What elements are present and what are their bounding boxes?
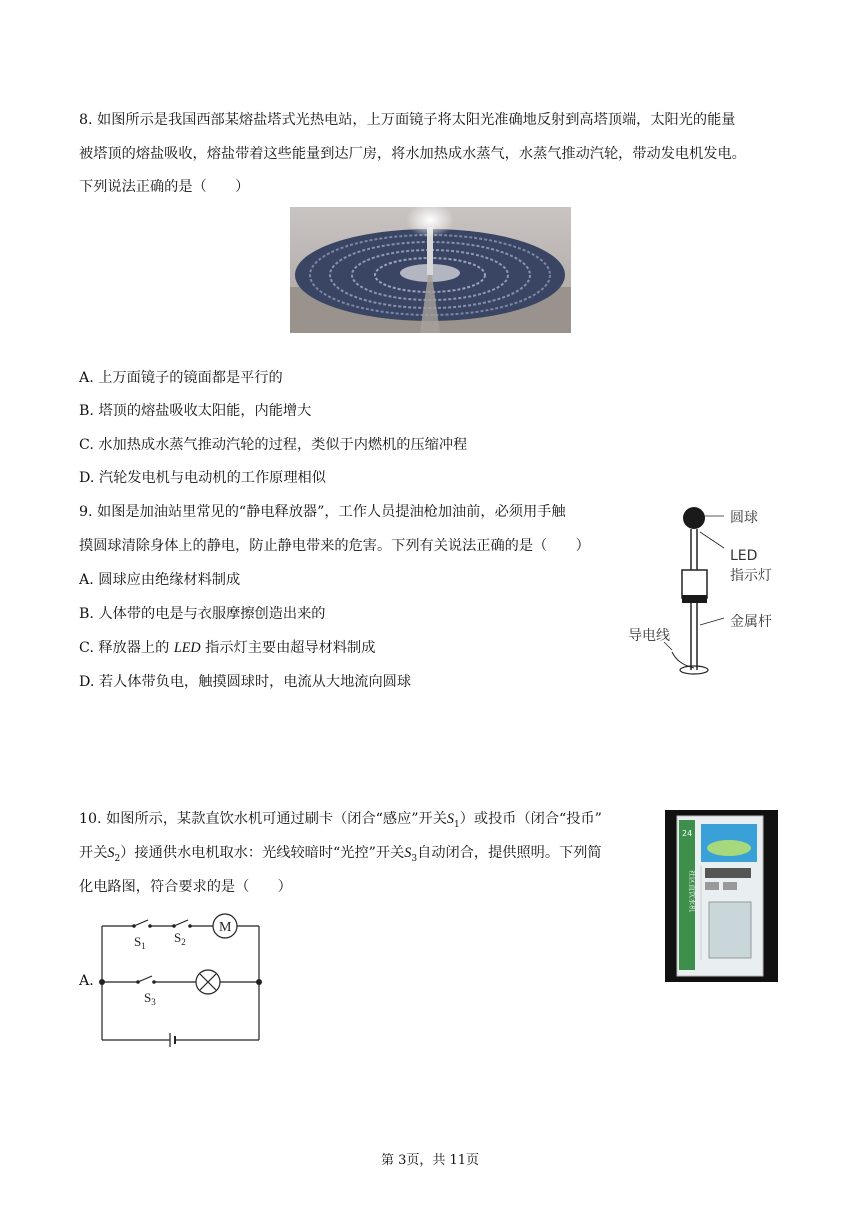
q8-line2: 被塔顶的熔盐吸收，熔盐带着这些能量到达厂房，将水加热成水蒸气，水蒸气推动汽轮，带动发电机发电。: [79, 146, 746, 162]
label-ball: 圆球: [730, 510, 758, 526]
label-led: LED: [730, 548, 758, 564]
circuit-diagram-a: [98, 910, 268, 1055]
switch-s3-label: $S_3$: [144, 990, 156, 1007]
q10-s3-sub: 3: [411, 853, 418, 864]
q10-line2-c: 自动闭合，提供照明。下列简: [417, 845, 602, 861]
q8-option-a: A. 上万面镜子的镜面都是平行的: [79, 370, 283, 386]
q8-line1: 8. 如图所示是我国西部某熔盐塔式光热电站，上万面镜子将太阳光准确地反射到高塔顶端，太阳光的能量: [79, 112, 736, 128]
q10-line1: [79, 809, 602, 835]
q9-option-a: A. 圆球应由绝缘材料制成: [79, 572, 241, 588]
q9-line1: 9. 如图是加油站里常见的“静电释放器”，工作人员提油枪加油前，必须用手触: [79, 504, 566, 520]
machine-side-text: 社区直饮水机: [688, 870, 696, 912]
switch-s2-label: $S_2$: [174, 930, 186, 947]
machine-number: 24: [682, 829, 693, 838]
label-wire: 导电线: [628, 628, 670, 644]
q10-s2-sub: 2: [114, 853, 121, 864]
q10-line3: 化电路图，符合要求的是（ ）: [79, 879, 292, 895]
q10-s1-sub: 1: [454, 819, 460, 830]
q10-s1: S: [446, 811, 454, 827]
q10-option-a: A.: [79, 973, 94, 989]
q8-option-d: D. 汽轮发电机与电动机的工作原理相似: [79, 470, 326, 486]
switch-s1-label: $S_1$: [134, 934, 146, 951]
q9-option-c-suffix: 指示灯主要由超导材料制成: [205, 640, 376, 656]
q8-option-c: C. 水加热成水蒸气推动汽轮的过程，类似于内燃机的压缩冲程: [79, 437, 468, 453]
q10-line2: [79, 843, 602, 869]
ball-graphic: [683, 507, 705, 529]
q10-s3: S: [404, 845, 412, 861]
page-footer: 第 3页，共 11页: [380, 1153, 480, 1168]
static-discharger-figure: [624, 500, 794, 680]
label-indicator: 指示灯: [730, 568, 772, 584]
motor-symbol: M: [219, 920, 232, 935]
q10-line2-a: 开关: [79, 845, 108, 861]
q8-line3: 下列说法正确的是（ ）: [79, 179, 250, 195]
label-rod: 金属杆: [730, 614, 772, 630]
q9-option-c-led: LED: [173, 640, 201, 656]
q9-option-c-prefix: C. 释放器上的: [79, 640, 170, 656]
water-machine-photo: [665, 810, 778, 982]
q9-option-b: B. 人体带的电是与衣服摩擦创造出来的: [79, 606, 326, 622]
q10-line2-b: ）接通供水电机取水：光线较暗时“光控”开关: [120, 845, 405, 861]
q10-line1-a: 10. 如图所示，某款直饮水机可通过刷卡（闭合“感应”开关: [79, 811, 447, 827]
q9-option-d: D. 若人体带负电，触摸圆球时，电流从大地流向圆球: [79, 674, 412, 690]
q9-line2: 摸圆球清除身体上的静电，防止静电带来的危害。下列有关说法正确的是（ ）: [79, 538, 590, 554]
q10-s2: S: [107, 845, 115, 861]
q8-option-b: B. 塔顶的熔盐吸收太阳能，内能增大: [79, 403, 312, 419]
solar-plant-photo: [290, 207, 571, 333]
q9-option-c: [79, 638, 375, 658]
q10-line1-b: ）或投币（闭合“投币”: [459, 811, 602, 827]
